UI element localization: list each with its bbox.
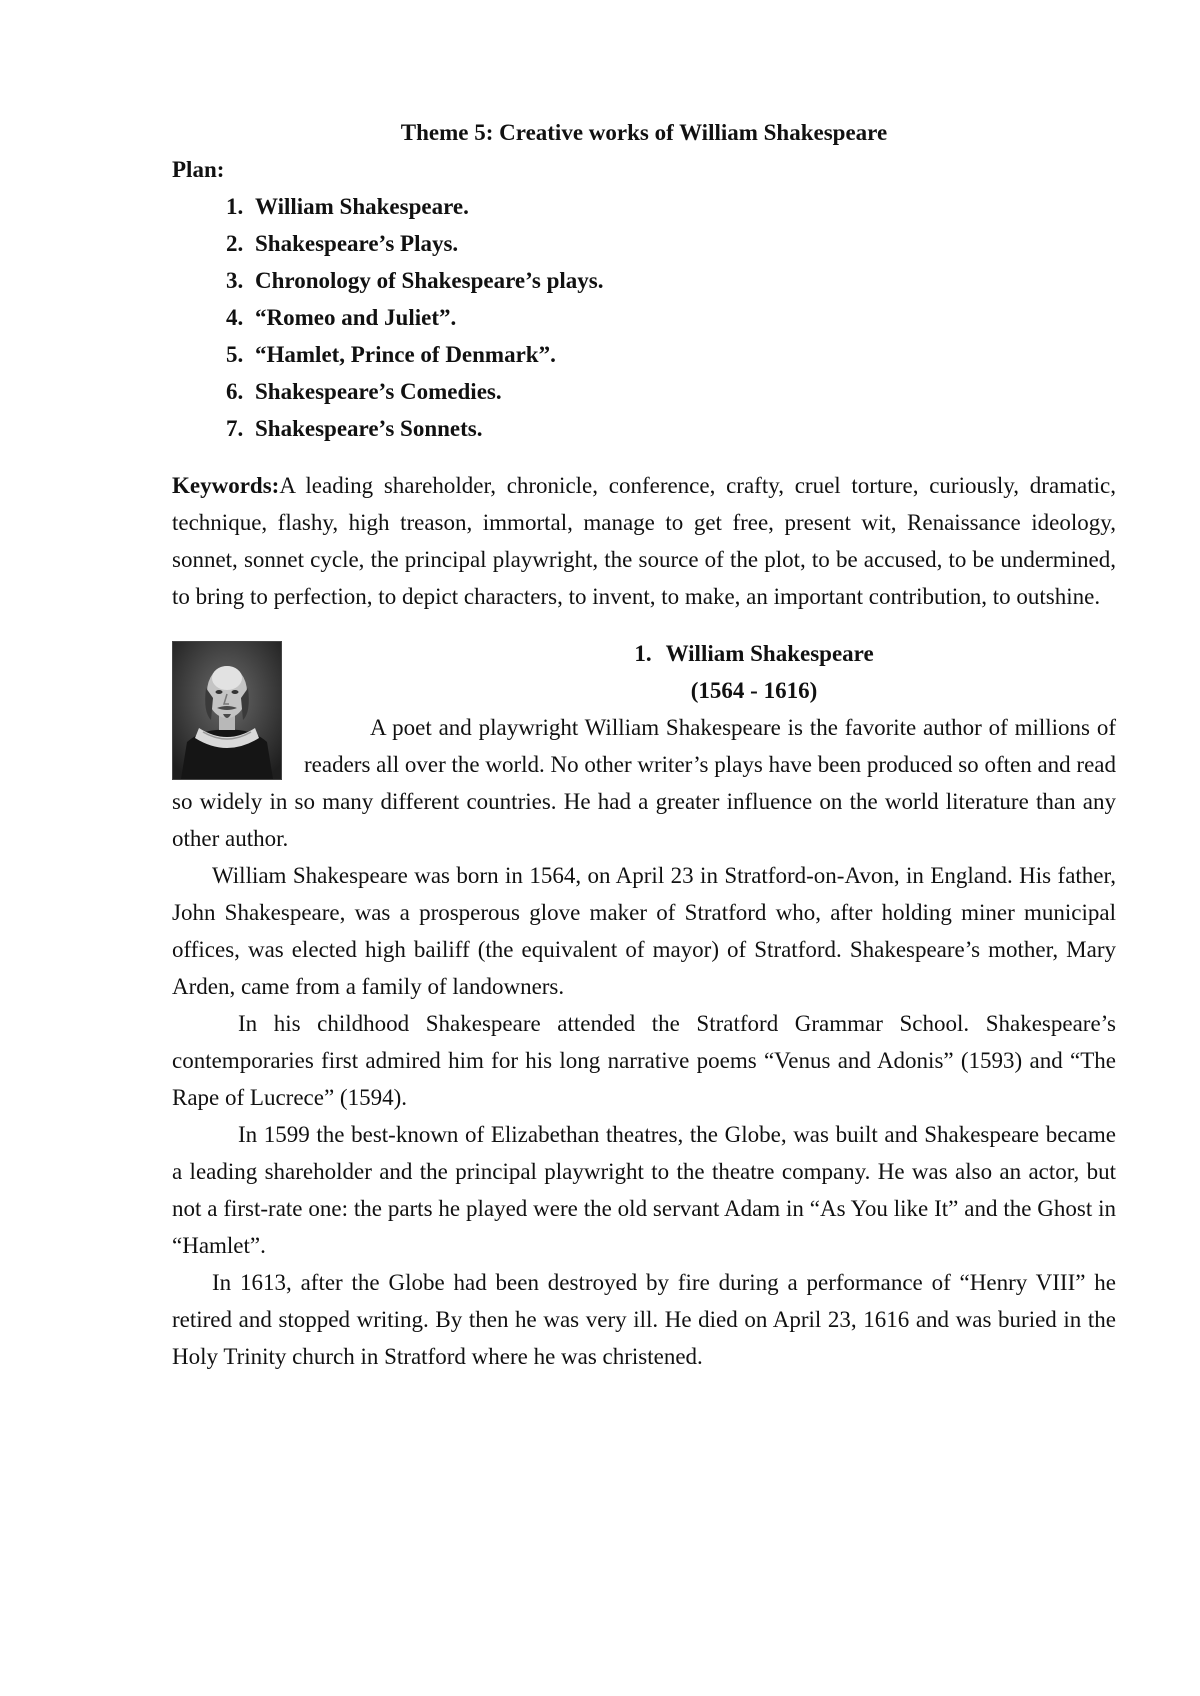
plan-item: 4. “Romeo and Juliet”.: [249, 299, 1116, 336]
portrait-image: [172, 641, 282, 780]
paragraph-2: William Shakespeare was born in 1564, on April 23 in Stratford-on-Avon, in England. His father, John Shakespeare, was a prosperous glove maker of Stratford who, after holding miner municipal offices, was elected high bailiff (the equivalent of mayor) of Stratford. Shakespeare’s mother, Mary Arden, came from a family of landowners.: [172, 863, 1116, 999]
plan-item: 3. Chronology of Shakespeare’s plays.: [249, 262, 1116, 299]
plan-label: Plan:: [172, 157, 225, 182]
section-years: (1564 - 1616): [690, 678, 818, 703]
paragraph-4: In 1599 the best-known of Elizabethan theatres, the Globe, was built and Shakespeare became a leading shareholder and the principal playwright to the theatre company. He was also an actor, but not a first-rate one: the parts he played were the old servant Adam in “As You like It” and the Ghost in “Hamlet”.: [172, 1122, 1116, 1258]
plan-item: 7. Shakespeare’s Sonnets.: [249, 410, 1116, 447]
plan-item: 1. William Shakespeare.: [249, 188, 1116, 225]
page-title: Theme 5: Creative works of William Shakespeare: [400, 120, 888, 145]
keywords-paragraph: [172, 467, 1116, 615]
plan-list: [172, 188, 1116, 447]
document-page: [172, 114, 1116, 1375]
portrait-icon: [173, 642, 281, 779]
plan-item: 2. Shakespeare’s Plays.: [249, 225, 1116, 262]
plan-item: 5. “Hamlet, Prince of Denmark”.: [249, 336, 1116, 373]
paragraph-5: In 1613, after the Globe had been destroyed by fire during a performance of “Henry VIII” he retired and stopped writing. By then he was very ill. He died on April 23, 1616 and was buried in the Holy Trinity church in Stratford where he was christened.: [172, 1270, 1116, 1369]
paragraph-3: In his childhood Shakespeare attended the Stratford Grammar School. Shakespeare’s contemporaries first admired him for his long narrative poems “Venus and Adonis” (1593) and “The Rape of Lucrece” (1594).: [172, 1011, 1116, 1110]
keywords-label: Keywords:: [172, 473, 280, 498]
section-title: [172, 635, 1116, 672]
section-number: 1.: [634, 641, 652, 666]
keywords-text: A leading shareholder, chronicle, conference, crafty, cruel torture, curiously, dramatic, technique, flashy, high treason, immortal, manage to get free, present wit, Renaissance ideology, sonnet, sonnet cycle, the principal playwright, the source of the plot, to be accused, to be undermined, to bring to perfection, to depict characters, to invent, to make, an important contribution, to outshine.: [172, 473, 1116, 609]
plan-item: 6. Shakespeare’s Comedies.: [249, 373, 1116, 410]
section-title-text: William Shakespeare: [665, 641, 874, 666]
section-1: [172, 635, 1116, 857]
paragraph-1: A poet and playwright William Shakespeare is the favorite author of millions of readers all over the world. No other writer’s plays have been produced so often and read so widely in so many different countries. He had a greater influence on the world literature than any other author.: [172, 715, 1116, 851]
